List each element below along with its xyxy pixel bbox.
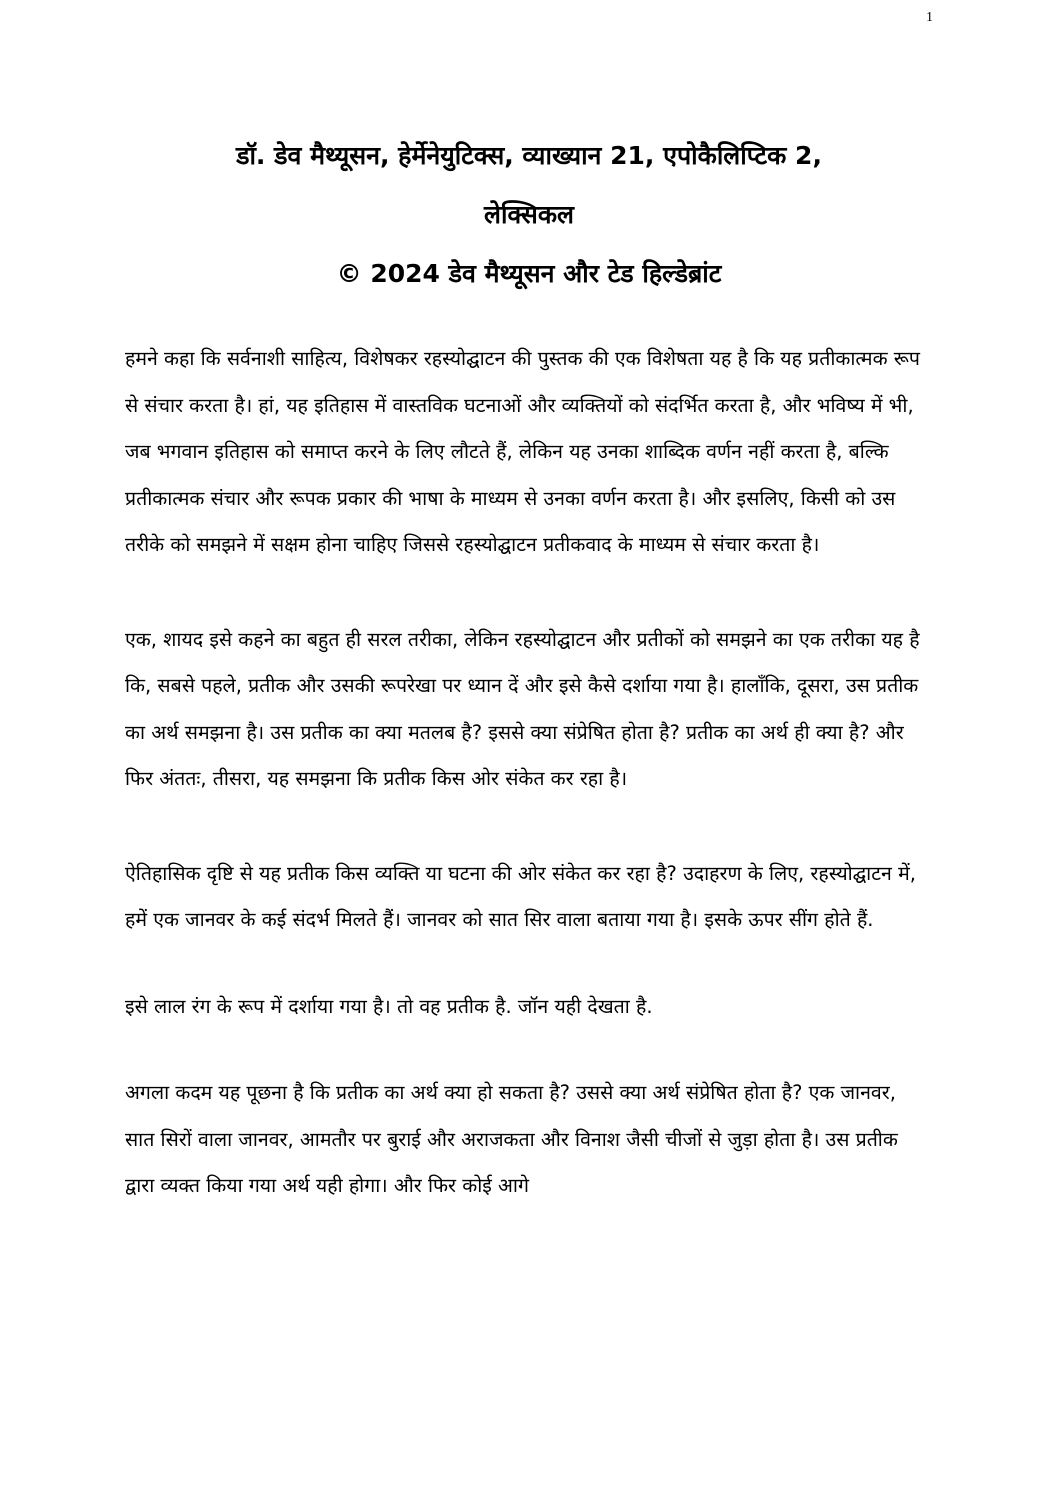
title-line-1: डॉ. डेव मैथ्यूसन, हेर्मेनेयुटिक्स, व्याख्यान 21, एपोकैलिप्टिक 2, [236,141,822,170]
document-title [120,126,938,303]
paragraph-5: अगला कदम यह पूछना है कि प्रतीक का अर्थ क्या हो सकता है? उससे क्या अर्थ संप्रेषित होता है? एक जानवर, सात सिरों वाला जानवर, आमतौर पर बुराई और अराजकता और विनाश जैसी चीजों से जुड़ा होता है। उस प्रतीक द्वारा व्यक्त किया गया अर्थ यही होगा। और फिर कोई आगे [125,1081,898,1197]
document-body [125,336,920,1258]
title-line-2: लेक्सिकल [484,200,574,229]
paragraph-2: एक, शायद इसे कहने का बहुत ही सरल तरीका, लेकिन रहस्योद्घाटन और प्रतीकों को समझने का एक तरीका यह है कि, सबसे पहले, प्रतीक और उसकी रूपरेखा पर ध्यान दें और इसे कैसे दर्शाया गया है। हालाँकि, दूसरा, उस प्रतीक का अर्थ समझना है। उस प्रतीक का क्या मतलब है? इससे क्या संप्रेषित होता है? प्रतीक का अर्थ ही क्या है? और फिर अंततः, तीसरा, यह समझना कि प्रतीक किस ओर संकेत कर रहा है। [125,627,920,790]
page-number: 1 [926,10,933,25]
title-copyright-line: © 2024 डेव मैथ्यूसन और टेड हिल्डेब्रांट [336,259,722,288]
paragraph-4: इसे लाल रंग के रूप में दर्शाया गया है। तो वह प्रतीक है. जॉन यही देखता है. [125,994,653,1018]
paragraph-3: ऐतिहासिक दृष्टि से यह प्रतीक किस व्यक्ति या घटना की ओर संकेत कर रहा है? उदाहरण के लिए, रहस्योद्घाटन में, हमें एक जानवर के कई संदर्भ मिलते हैं। जानवर को सात सिर वाला बताया गया है। इसके ऊपर सींग होते हैं. [125,861,916,931]
paragraph-1: हमने कहा कि सर्वनाशी साहित्य, विशेषकर रहस्योद्घाटन की पुस्तक की एक विशेषता यह है कि यह प्रतीकात्मक रूप से संचार करता है। हां, यह इतिहास में वास्तविक घटनाओं और व्यक्तियों को संदर्भित करता है, और भविष्य में भी, जब भगवान इतिहास को समाप्त करने के लिए लौटते हैं, लेकिन यह उनका शाब्दिक वर्णन नहीं करता है, बल्कि प्रतीकात्मक संचार और रूपक प्रकार की भाषा के माध्यम से उनका वर्णन करता है। और इसलिए, किसी को उस तरीके को समझने में सक्षम होना चाहिए जिससे रहस्योद्घाटन प्रतीकवाद के माध्यम से संचार करता है। [125,347,920,556]
